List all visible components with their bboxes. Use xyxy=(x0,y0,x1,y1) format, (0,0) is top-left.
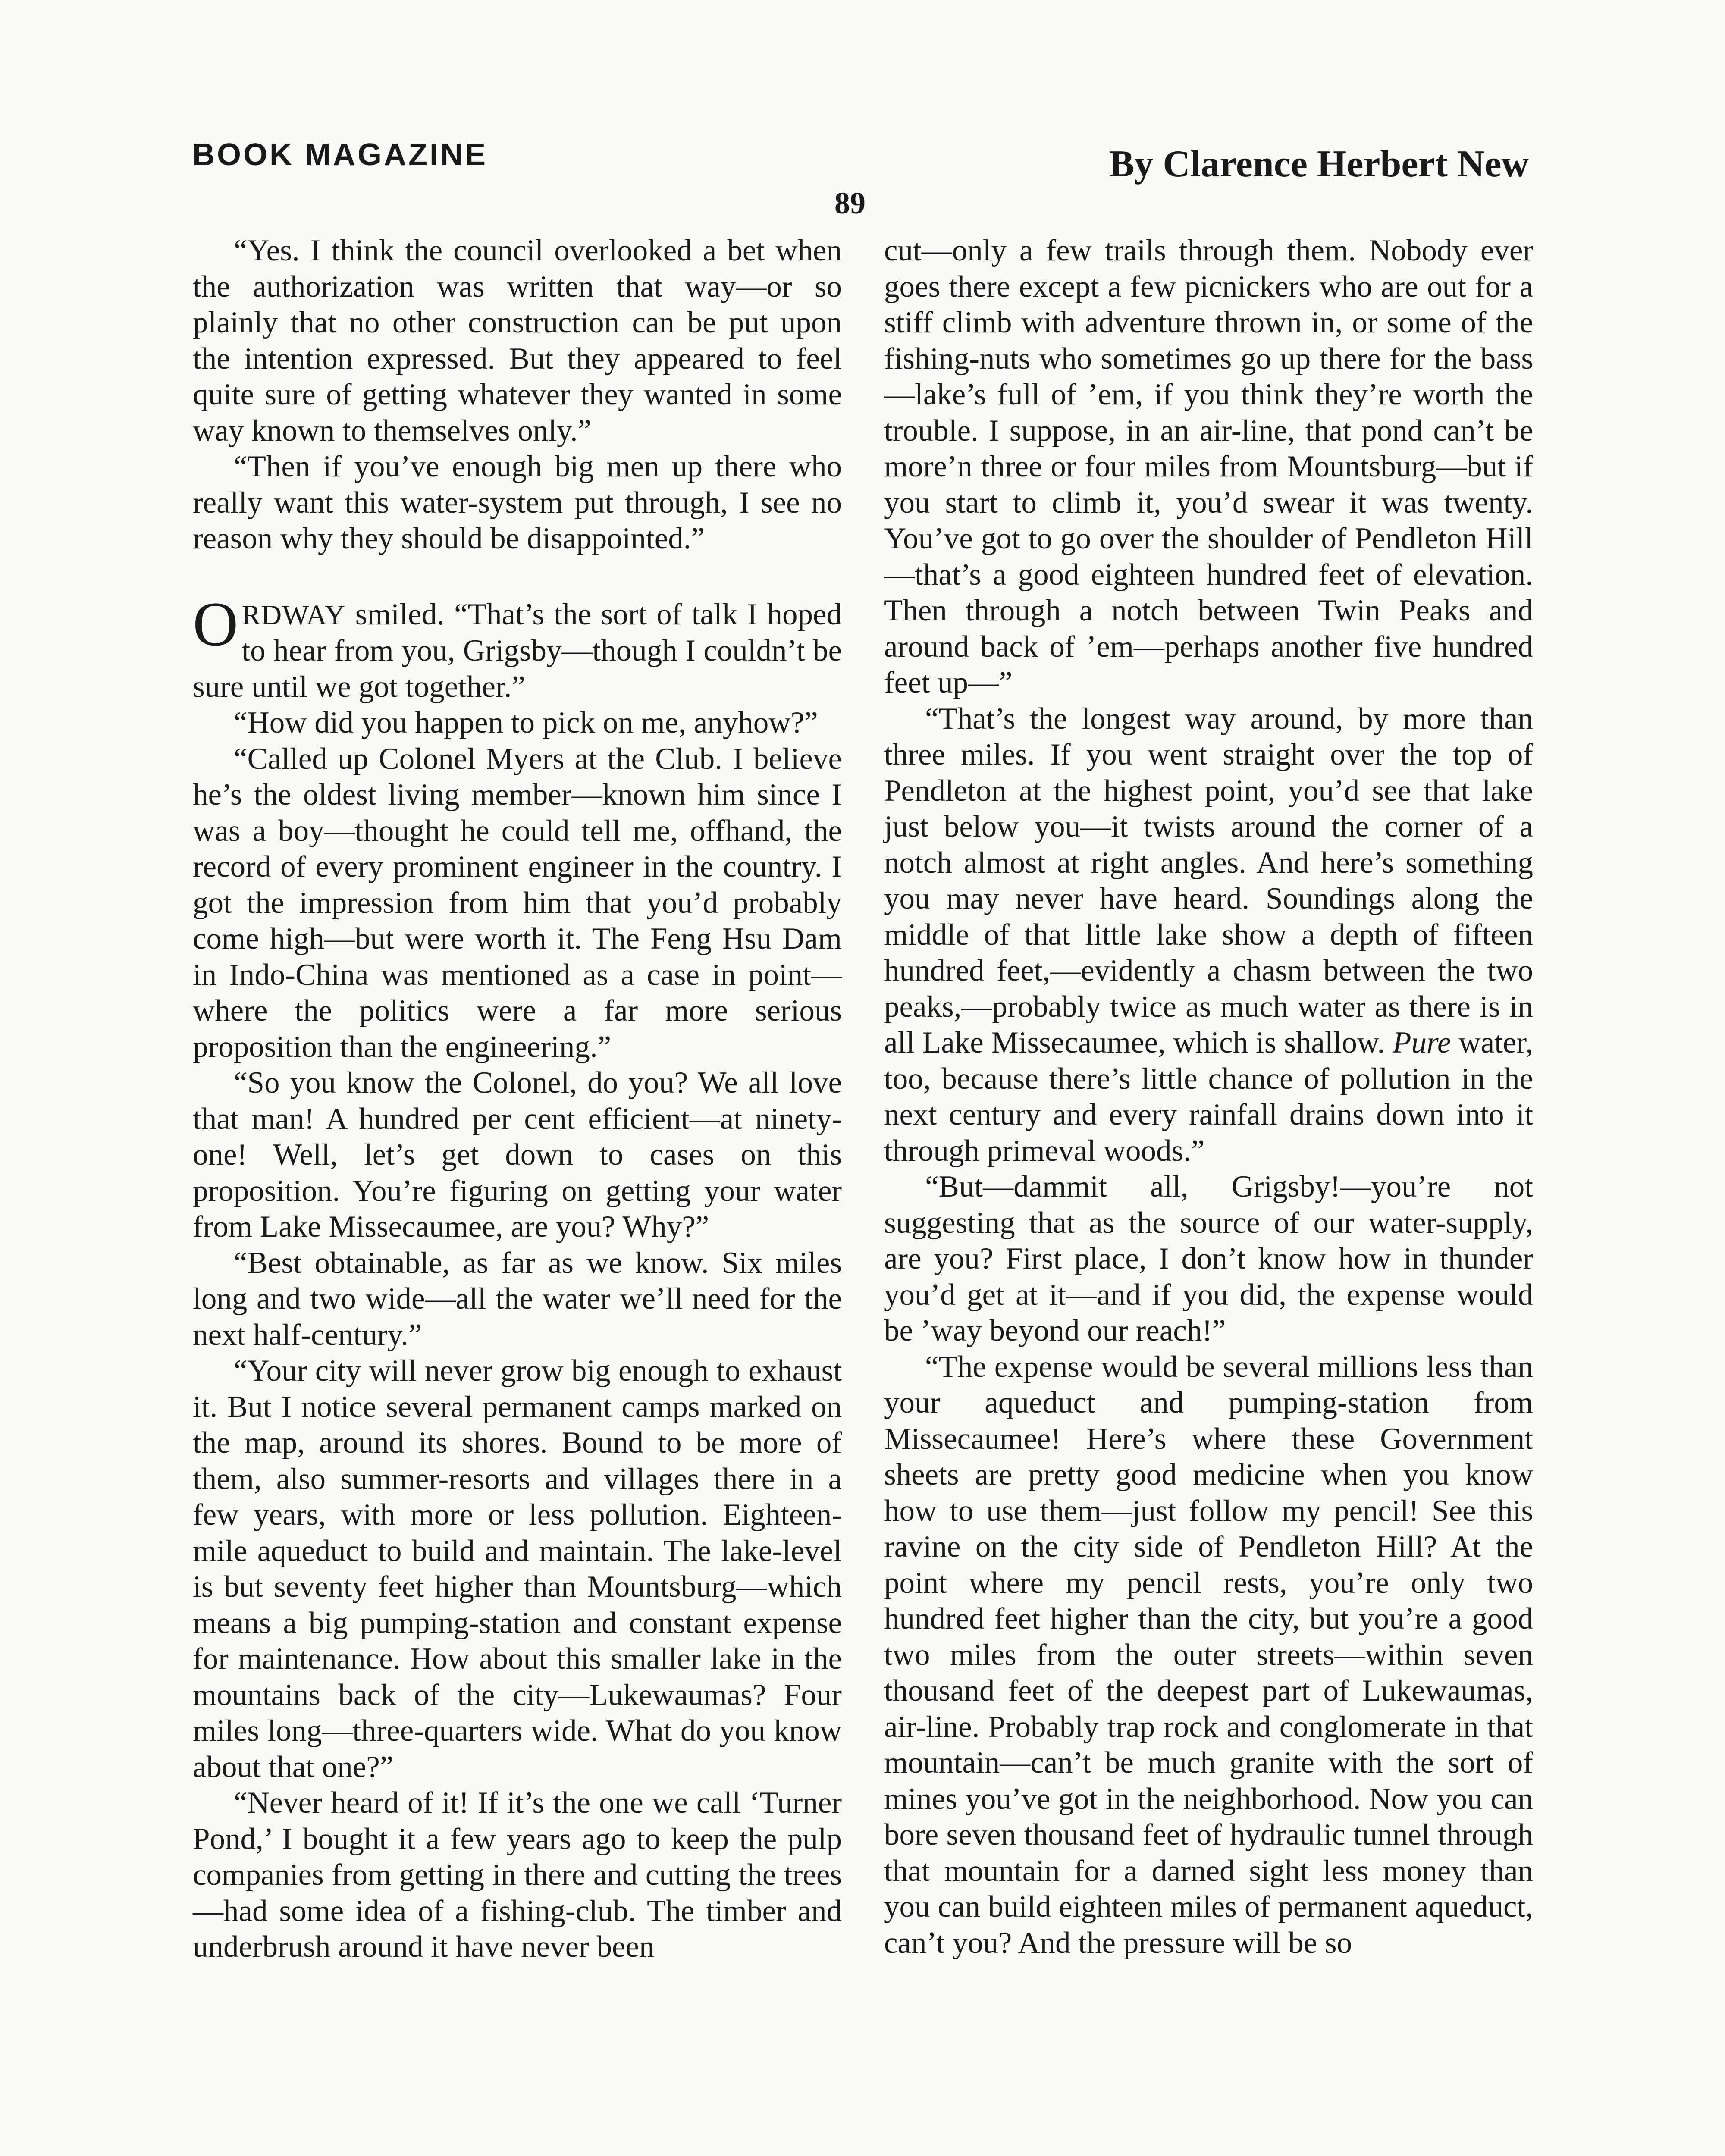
paragraph-text: “That’s the longest way around, by more than three miles. If you went straight over the top of Pendleton at the highest point, you’d see that lake just below you—it twists around the corner of a notch almost at right angles. And here’s something you may never have heard. Soundings along the middle of that little lake show a depth of fifteen hundred feet,—evidently a chasm between the two peaks,—probably twice as much water as there is in all Lake Missecaumee, which is shallow. xyxy=(884,702,1533,1059)
paragraph-dropcap xyxy=(193,589,842,705)
page-number: 89 xyxy=(834,186,866,220)
paragraph: “The expense would be several millions less than your aqueduct and pumping-station from Missecaumee! Here’s where these Government sheets are pretty good medicine when you know how to use them—just follow my pencil! See this ravine on the city side of Pendleton Hill? At the point where my pencil rests, you’re only two hundred feet higher than the city, but you’re a good two miles from the outer streets—within seven thousand feet of the deepest part of Lukewaumas, air-line. Probably trap rock and conglomerate in that mountain—can’t be much granite with the sort of mines you’ve got in the neighborhood. Now you can bore seven thousand feet of hydraulic tunnel through that mountain for a darned sight less money than you can build eighteen miles of permanent aqueduct, can’t you? And the pressure will be so xyxy=(884,1350,1533,1960)
paragraph: “Never heard of it! If it’s the one we call ‘Turner Pond,’ I bought it a few years ago to keep the pulp companies from getting in there and cutting the trees—had some idea of a fishing-club. The timber and underbrush around it have never been xyxy=(193,1786,842,1964)
paragraph xyxy=(884,701,1533,1169)
paragraph: “Then if you’ve enough big men up there who really want this water-system put through, I see no reason why they should be disappointed.” xyxy=(193,450,842,555)
paragraph: “Yes. I think the council overlooked a bet when the authorization was written that way—or so plainly that no other construction can be put upon the intention expressed. But they appeared to feel quite sure of getting whatever they wanted in some way known to themselves only.” xyxy=(193,234,842,448)
paragraph: “Called up Colonel Myers at the Club. I believe he’s the oldest living member—known him since I was a boy—thought he could tell me, offhand, the record of every prominent engineer in the country. I got the impression from him that you’d probably come high—but were worth it. The Feng Hsu Dam in Indo-China was mentioned as a case in point—where the politics were a far more serious proposition than the engineering.” xyxy=(193,742,842,1064)
paragraph: cut—only a few trails through them. Nobody ever goes there except a few picnickers who are out for a stiff climb with adventure thrown in, or some of the fishing-nuts who sometimes go up there for the bass—lake’s full of ’em, if you think they’re worth the trouble. I suppose, in an air-line, that pond can’t be more’n three or four miles from Mountsburg—but if you start to climb it, you’d swear it was twenty. You’ve got to go over the shoulder of Pendleton Hill—that’s a good eighteen hundred feet of elevation. Then through a notch between Twin Peaks and around back of ’em—perhaps another five hundred feet up—” xyxy=(884,234,1533,699)
small-caps-word: RDWAY xyxy=(242,599,346,631)
paragraph: “How did you happen to pick on me, anyhow?” xyxy=(234,706,818,740)
paragraph-text: water, too, because there’s little chance of pollution in the next century and every rainfall drains down into it through primeval woods.” xyxy=(884,1026,1533,1168)
italic-word: Pure xyxy=(1393,1026,1451,1059)
paragraph: “Best obtainable, as far as we know. Six miles long and two wide—all the water we’ll need for the next half-century.” xyxy=(193,1246,842,1352)
right-column xyxy=(884,233,1533,1961)
author-byline: By Clarence Herbert New xyxy=(1109,143,1529,185)
paragraph: “Your city will never grow big enough to exhaust it. But I notice several permanent camps marked on the map, around its shores. Bound to be more of them, also summer-resorts and villages there in a few years, with more or less pollution. Eighteen-mile aqueduct to build and maintain. The lake-level is but seventy feet higher than Mountsburg—which means a big pumping-station and constant expense for maintenance. How about this smaller lake in the mountains back of the city—Lukewaumas? Four miles long—three-quarters wide. What do you know about that one?” xyxy=(193,1354,842,1784)
drop-cap-letter: O xyxy=(193,589,238,659)
paragraph-text: smiled. “That’s the sort of talk I hoped to hear from you, Grigsby—though I couldn’t be sure until we got together.” xyxy=(193,597,842,704)
magazine-title: BOOK MAGAZINE xyxy=(192,138,488,172)
paragraph: “But—dammit all, Grigsby!—you’re not suggesting that as the source of our water-supply, are you? First place, I don’t know how in thunder you’d get at it—and if you did, the expense would be ’way beyond our reach!” xyxy=(884,1170,1533,1348)
paragraph: “So you know the Colonel, do you? We all love that man! A hundred per cent efficient—at ninety-one! Well, let’s get down to cases on this proposition. You’re figuring on getting your water from Lake Missecaumee, are you? Why?” xyxy=(193,1066,842,1244)
left-column xyxy=(193,233,842,1965)
